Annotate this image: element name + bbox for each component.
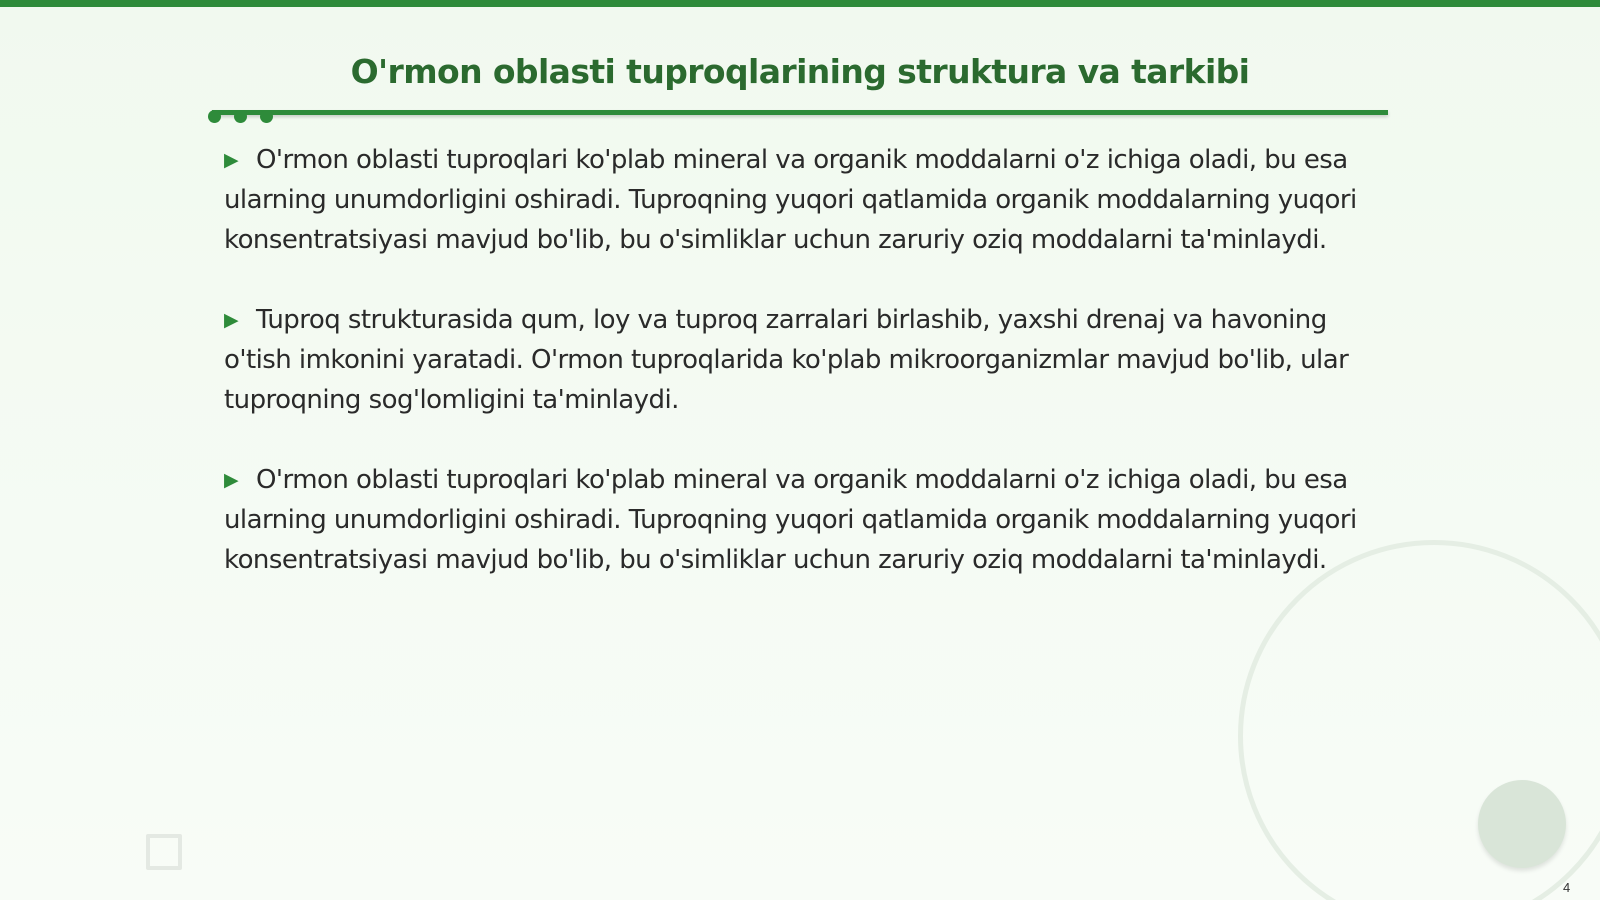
decor-dot [208, 110, 221, 123]
bullet-text: Tuproq strukturasida qum, loy va tuproq zarralari birlashib, yaxshi drenaj va havoning o'tish imkonini yaratadi. O'rmon tuproqlarida ko'plab mikroorganizmlar mavjud bo'lib, ular tuproqning sog'lomligini ta'minlaydi. [224, 305, 1349, 415]
bullet-item [224, 460, 1384, 580]
bullet-arrow-icon: ▶ [224, 469, 239, 491]
bullet-item [224, 140, 1384, 260]
decor-dot [260, 110, 273, 123]
bullet-text: O'rmon oblasti tuproqlari ko'plab mineral va organik moddalarni o'z ichiga oladi, bu esa ularning unumdorligini oshiradi. Tuproqning yuqori qatlamida organik moddalarning yuqori konsentratsiyasi mavjud bo'lib, bu o'simliklar uchun zaruriy oziq moddalarni ta'minlaydi. [224, 465, 1357, 575]
top-accent-bar [0, 0, 1600, 7]
bullet-text: O'rmon oblasti tuproqlari ko'plab mineral va organik moddalarni o'z ichiga oladi, bu esa ularning unumdorligini oshiradi. Tuproqning yuqori qatlamida organik moddalarning yuqori konsentratsiyasi mavjud bo'lib, bu o'simliklar uchun zaruriy oziq moddalarni ta'minlaydi. [224, 145, 1357, 255]
title-underline [212, 110, 1388, 115]
bullet-arrow-icon: ▶ [224, 309, 239, 331]
page-number: 4 [1563, 880, 1571, 895]
slide-title: O'rmon oblasti tuproqlarining struktura va tarkibi [350, 52, 1250, 91]
bullet-arrow-icon: ▶ [224, 149, 239, 171]
bullet-list [224, 140, 1384, 620]
decor-square-outline [146, 834, 182, 870]
decor-circle-filled [1478, 780, 1566, 868]
bullet-item [224, 300, 1384, 420]
decor-dot [234, 110, 247, 123]
